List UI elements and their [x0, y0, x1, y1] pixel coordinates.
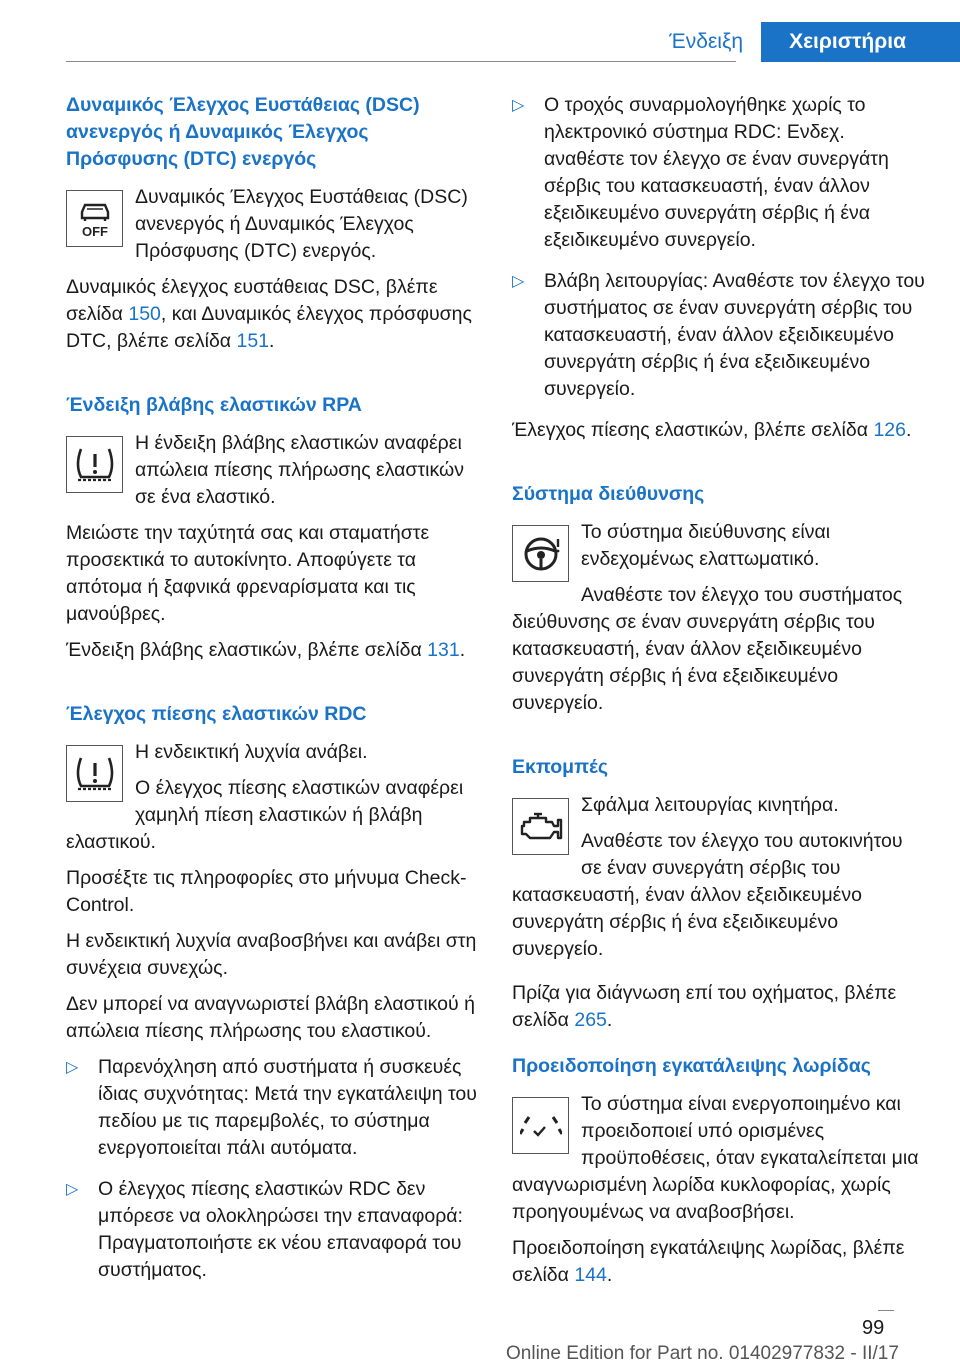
rpa-p2: Μειώστε την ταχύτητά σας και σταματήστε προσεκτικά το αυτοκίνητο. Αποφύγετε τα απότομα ή ξαφνικά φρεναρίσματα και τις μανούβρες.	[66, 522, 430, 625]
dsc-off-label: OFF	[81, 223, 108, 239]
rpa-p1: Η ένδειξη βλάβης ελαστικών αναφέρει απώλεια πίεσης πλήρωσης ελαστικών σε ένα ελαστικό.	[135, 432, 464, 508]
bullet-arrow-icon: ▷	[512, 97, 525, 114]
page-number: 99	[862, 1317, 885, 1339]
rdc-block	[66, 739, 480, 865]
steering-heading: Σύστημα διεύθυνσης	[512, 483, 705, 505]
tab-index[interactable]: Ένδειξη	[669, 30, 744, 53]
list-item: ▷ Ο έλεγχος πίεσης ελαστικών RDC δεν μπόρεσε να ολοκληρώσει την επαναφορά: Πραγματοποιήστε εκ νέου επαναφορά του συστήματος.	[66, 1178, 463, 1281]
dsc-heading: Δυναμικός Έλεγχος Ευστάθειας (DSC) ανενεργός ή Δυναμικός Έλεγχος Πρόσφυσης (DTC) ενεργός	[66, 94, 420, 170]
right-column	[512, 92, 928, 1298]
emissions-p3: Πρίζα για διάγνωση επί του οχήματος, βλέπε σελίδα 265.	[512, 982, 897, 1031]
emissions-block	[512, 792, 928, 972]
lane-heading: Προειδοποίηση εγκατάλειψης λωρίδας	[512, 1055, 871, 1077]
lane-block	[512, 1091, 928, 1235]
tire-pressure-icon	[66, 745, 123, 802]
rdc-p1: Η ενδεικτική λυχνία ανάβει.	[135, 741, 368, 763]
bullet-arrow-icon: ▷	[66, 1181, 79, 1198]
dsc-block	[66, 184, 480, 274]
dsc-off-icon	[66, 190, 123, 247]
engine-icon	[512, 798, 569, 855]
emissions-p2: Αναθέστε τον έλεγχο του αυτοκινήτου σε έναν συνεργάτη σέρβις του κατασκευαστή, έναν άλλον εξειδικευμένο συνεργάτη σέρβις ή ένα εξειδικευμένο συνεργείο.	[512, 830, 903, 960]
page-link-131[interactable]: 131	[427, 639, 460, 661]
rdc-heading: Έλεγχος πίεσης ελαστικών RDC	[66, 703, 367, 725]
rpa-p3: Ένδειξη βλάβης ελαστικών, βλέπε σελίδα 131.	[66, 639, 466, 661]
rdc-ref: Έλεγχος πίεσης ελαστικών, βλέπε σελίδα 126.	[512, 419, 912, 441]
header-divider	[66, 61, 736, 62]
rdc-p3: Προσέξτε τις πληροφορίες στο μήνυμα Check-Control.	[66, 867, 467, 916]
bullet-arrow-icon: ▷	[66, 1059, 79, 1076]
steering-wheel-icon	[512, 525, 569, 582]
left-column	[66, 92, 480, 1298]
bullet-arrow-icon: ▷	[512, 273, 525, 290]
lane-departure-icon	[512, 1097, 569, 1154]
page-link-144[interactable]: 144	[574, 1264, 607, 1286]
page-link-126[interactable]: 126	[873, 419, 906, 441]
rdc-p2: Ο έλεγχος πίεσης ελαστικών αναφέρει χαμηλή πίεση ελαστικών ή βλάβη ελαστικού.	[66, 777, 464, 853]
steering-p1: Το σύστημα διεύθυνσης είναι ενδεχομένως ελαττωματικό.	[581, 521, 831, 570]
page-link-265[interactable]: 265	[574, 1009, 607, 1031]
dsc-p1: Δυναμικός Έλεγχος Ευστάθειας (DSC) ανενεργός ή Δυναμικός Έλεγχος Πρόσφυσης (DTC) ενεργός.	[135, 186, 468, 262]
tab-controls[interactable]: Χειριστήρια	[761, 22, 960, 62]
page-link-150[interactable]: 150	[128, 303, 161, 325]
list-item: ▷ Παρενόχληση από συστήματα ή συσκευές ίδιας συχνότητας: Μετά την εγκατάλειψη του πεδίου με τις παρεμβολές, το σύστημα ενεργοποιείται πάλι αυτόματα.	[66, 1056, 477, 1159]
steering-block	[512, 519, 928, 726]
lane-p1: Το σύστημα είναι ενεργοποιημένο και προειδοποιεί υπό ορισμένες προϋποθέσεις, όταν εγκαταλείπεται μια αναγνωρισμένη λωρίδα κυκλοφορίας, χωρίς προηγουμένως να αναβοσβήσει.	[512, 1093, 919, 1223]
lane-p2: Προειδοποίηση εγκατάλειψης λωρίδας, βλέπε σελίδα 144.	[512, 1237, 905, 1286]
tire-warning-icon	[66, 436, 123, 493]
rdc-p5: Δεν μπορεί να αναγνωριστεί βλάβη ελαστικού ή απώλεια πίεσης πλήρωσης του ελαστικού.	[66, 993, 475, 1042]
page-link-151[interactable]: 151	[236, 330, 270, 352]
rpa-block	[66, 430, 480, 520]
emissions-heading: Εκπομπές	[512, 756, 608, 778]
rdc-p4: Η ενδεικτική λυχνία αναβοσβήνει και ανάβει στη συνέχεια συνεχώς.	[66, 930, 477, 979]
list-item: ▷ Ο τροχός συναρμολογήθηκε χωρίς το ηλεκτρονικό σύστημα RDC: Ενδεχ. αναθέστε τον έλεγχο σε έναν συνεργάτη σέρβις του κατασκευαστή, έναν άλλον εξειδικευμένο συνεργάτη σέρβις ή ένα εξειδικευμένο συνεργείο.	[512, 94, 889, 251]
dsc-p2: Δυναμικός έλεγχος ευστάθειας DSC, βλέπε σελίδα 150, και Δυναμικός έλεγχος πρόσφυσης DTC, βλέπε σελίδα 151.	[66, 276, 472, 352]
edition-note: Online Edition for Part no. 01402977832 - II/17	[506, 1343, 899, 1364]
footer-divider	[878, 1310, 894, 1311]
emissions-p1: Σφάλμα λειτουργίας κινητήρα.	[581, 794, 839, 816]
page-header	[653, 22, 960, 62]
list-item: ▷ Βλάβη λειτουργίας: Αναθέστε τον έλεγχο του συστήματος σε έναν συνεργάτη σέρβις του κατασκευαστή, έναν άλλον εξειδικευμένο συνεργάτη σέρβις ή ένα εξειδικευμένο συνεργείο.	[512, 270, 925, 400]
rpa-heading: Ένδειξη βλάβης ελαστικών RPA	[66, 394, 362, 416]
steering-p2: Αναθέστε τον έλεγχο του συστήματος διεύθυνσης σε έναν συνεργάτη σέρβις του κατασκευαστή, έναν άλλον εξειδικευμένο συνεργάτη σέρβις ή ένα εξειδικευμένο συνεργείο.	[512, 584, 903, 714]
